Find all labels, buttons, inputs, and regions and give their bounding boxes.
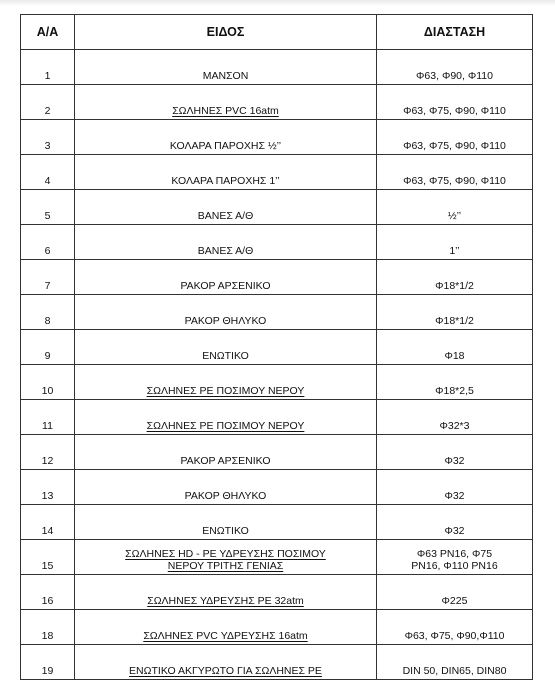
row-dimension: Φ63, Φ75, Φ90, Φ110 (377, 85, 533, 120)
row-number: 11 (21, 400, 75, 435)
row-item (75, 505, 377, 540)
table-row (21, 400, 533, 435)
row-number: 8 (21, 295, 75, 330)
item-description: ΒΑΝΕΣ Α/Θ (197, 210, 254, 222)
table-row (21, 540, 533, 575)
table-row (21, 330, 533, 365)
row-dimension: DIN 50, DIN65, DIN80 (377, 645, 533, 680)
row-dimension: Φ63, Φ90, Φ110 (377, 50, 533, 85)
table-row (21, 225, 533, 260)
row-number: 2 (21, 85, 75, 120)
table-row (21, 85, 533, 120)
row-number: 10 (21, 365, 75, 400)
row-dimension: Φ63, Φ75, Φ90, Φ110 (377, 155, 533, 190)
table-row (21, 645, 533, 680)
item-description: ΣΩΛΗΝΕΣ ΡΕ ΠΟΣΙΜΟΥ ΝΕΡΟΥ (146, 385, 305, 397)
item-description: ΡΑΚΟΡ ΘΗΛΥΚΟ (184, 315, 267, 327)
table-row (21, 50, 533, 85)
item-description: ΒΑΝΕΣ Α/Θ (197, 245, 254, 257)
row-item (75, 400, 377, 435)
row-dimension: Φ32 (377, 470, 533, 505)
header-item: ΕΙΔΟΣ (75, 15, 377, 50)
row-number: 6 (21, 225, 75, 260)
row-number: 13 (21, 470, 75, 505)
item-description: ΣΩΛΗΝΕΣ HD - ΡΕ ΥΔΡΕΥΣΗΣ ΠΟΣΙΜΟΥ ΝΕΡΟΥ ΤΡΙΤΗΣ ΓΕΝΙΑΣ (125, 548, 326, 572)
row-dimension: Φ63, Φ75, Φ90, Φ110 (377, 120, 533, 155)
row-item (75, 120, 377, 155)
table-row (21, 260, 533, 295)
row-item (75, 225, 377, 260)
row-number: 7 (21, 260, 75, 295)
row-item (75, 295, 377, 330)
table-header-row (21, 15, 533, 50)
item-description: ΚΟΛΑΡΑ ΠΑΡΟΧΗΣ ½’’ (169, 140, 282, 152)
row-item (75, 50, 377, 85)
header-number: Α/Α (21, 15, 75, 50)
row-item (75, 260, 377, 295)
row-item (75, 190, 377, 225)
row-item (75, 645, 377, 680)
row-number: 1 (21, 50, 75, 85)
table-row (21, 470, 533, 505)
row-dimension: Φ32*3 (377, 400, 533, 435)
row-number: 18 (21, 610, 75, 645)
item-description: ΣΩΛΗΝΕΣ PVC 16atm (172, 105, 279, 117)
row-item (75, 575, 377, 610)
table-row (21, 190, 533, 225)
row-item (75, 540, 377, 575)
item-description: ΜΑΝΣΟΝ (202, 70, 249, 82)
row-number: 16 (21, 575, 75, 610)
row-number: 5 (21, 190, 75, 225)
row-dimension: Φ32 (377, 505, 533, 540)
item-description: ΡΑΚΟΡ ΘΗΛΥΚΟ (184, 490, 267, 502)
item-description: ΡΑΚΟΡ ΑΡΣΕΝΙΚΟ (180, 455, 271, 467)
row-item (75, 365, 377, 400)
row-dimension: Φ225 (377, 575, 533, 610)
item-description: ΕΝΩΤΙΚΟ (202, 525, 249, 537)
row-dimension: Φ18 (377, 330, 533, 365)
table-row (21, 295, 533, 330)
row-dimension: 1’’ (377, 225, 533, 260)
table-row (21, 575, 533, 610)
item-description: ΣΩΛΗΝΕΣ ΥΔΡΕΥΣΗΣ ΡΕ 32atm (147, 595, 304, 607)
table-row (21, 435, 533, 470)
row-dimension: Φ63 PN16, Φ75 PN16, Φ110 PN16 (377, 540, 533, 575)
row-dimension: Φ63, Φ75, Φ90,Φ110 (377, 610, 533, 645)
table-row (21, 365, 533, 400)
row-dimension: Φ32 (377, 435, 533, 470)
row-dimension: ½’’ (377, 190, 533, 225)
row-dimension: Φ18*2,5 (377, 365, 533, 400)
row-number: 4 (21, 155, 75, 190)
row-number: 9 (21, 330, 75, 365)
item-description: ΡΑΚΟΡ ΑΡΣΕΝΙΚΟ (180, 280, 271, 292)
materials-table (20, 14, 533, 680)
item-description: ΕΝΩΤΙΚΟ (202, 350, 249, 362)
row-number: 15 (21, 540, 75, 575)
row-item (75, 610, 377, 645)
row-number: 12 (21, 435, 75, 470)
item-description: ΕΝΩΤΙΚΟ ΑΚΓΥΡΩΤΟ ΓΙΑ ΣΩΛΗΝΕΣ ΡΕ (129, 665, 322, 677)
row-dimension: Φ18*1/2 (377, 260, 533, 295)
row-item (75, 85, 377, 120)
table-row (21, 155, 533, 190)
header-dimension: ΔΙΑΣΤΑΣΗ (377, 15, 533, 50)
row-item (75, 155, 377, 190)
table-row (21, 610, 533, 645)
row-dimension: Φ18*1/2 (377, 295, 533, 330)
row-number: 14 (21, 505, 75, 540)
table-row (21, 120, 533, 155)
item-description: ΣΩΛΗΝΕΣ ΡΕ ΠΟΣΙΜΟΥ ΝΕΡΟΥ (146, 420, 305, 432)
row-item (75, 330, 377, 365)
item-description: ΣΩΛΗΝΕΣ PVC ΥΔΡΕΥΣΗΣ 16atm (143, 630, 308, 642)
page-top-shade (0, 0, 555, 6)
row-number: 19 (21, 645, 75, 680)
table-row (21, 505, 533, 540)
row-item (75, 470, 377, 505)
row-item (75, 435, 377, 470)
item-description: ΚΟΛΑΡΑ ΠΑΡΟΧΗΣ 1’’ (171, 175, 280, 187)
row-number: 3 (21, 120, 75, 155)
